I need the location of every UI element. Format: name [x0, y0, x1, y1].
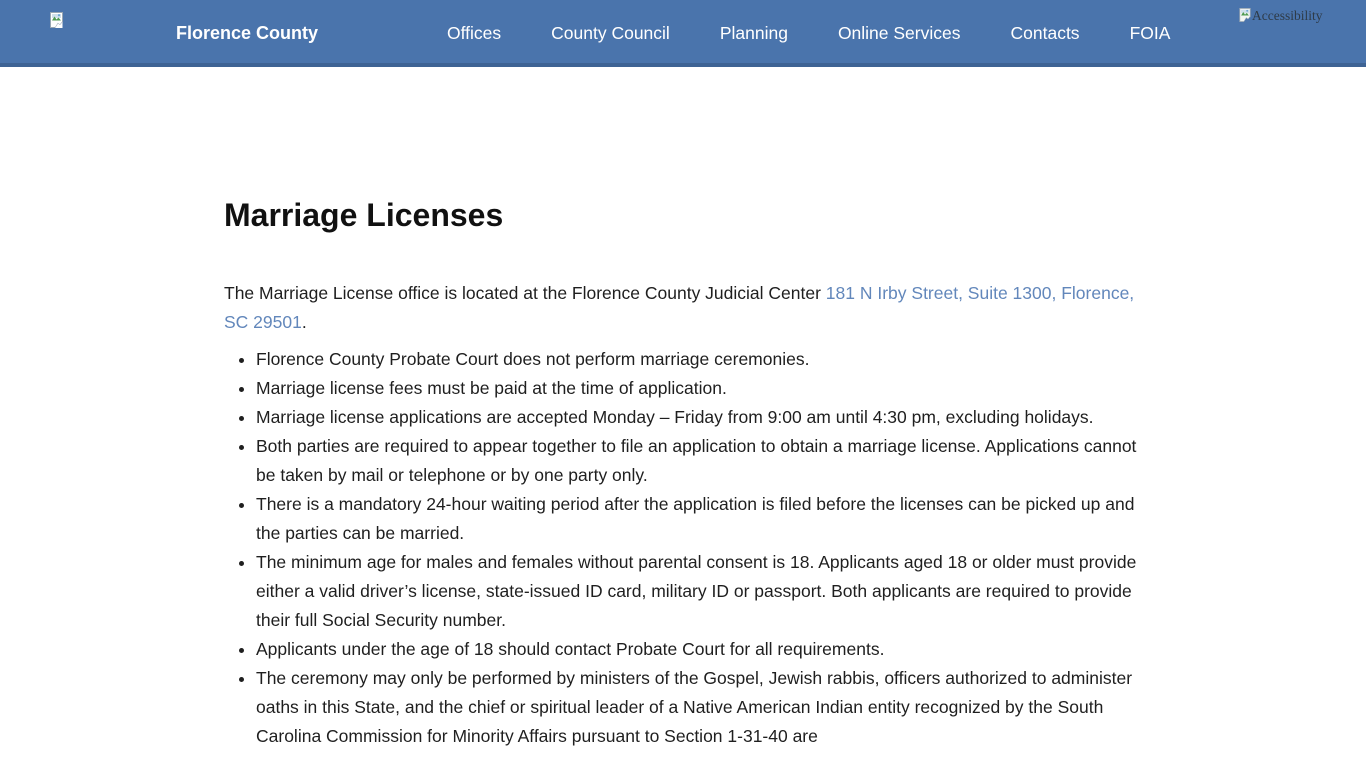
accessibility-broken-image-icon	[1239, 8, 1251, 25]
intro-paragraph	[224, 279, 1142, 336]
main-content	[224, 197, 1142, 751]
intro-text: The Marriage License office is located at the Florence County Judicial Center	[224, 283, 826, 303]
nav-link-county-council[interactable]: County Council	[551, 23, 670, 43]
list-item: • Both parties are required to appear together to file an application to obtain a marriage license. Applications cannot be taken by mail or telephone or by one party only.	[256, 432, 1142, 490]
brand-title: Florence County	[176, 23, 319, 43]
county-logo-broken-image-icon	[50, 12, 63, 33]
list-item: • Applicants under the age of 18 should contact Probate Court for all requirements.	[256, 635, 1142, 664]
accessibility-label: Accessibility	[1252, 8, 1323, 23]
address-link[interactable]: 181 N Irby Street, Suite 1300, Florence, SC 29501	[224, 283, 1135, 332]
info-list	[224, 345, 1142, 751]
list-item: • Marriage license applications are accepted Monday – Friday from 9:00 am until 4:30 pm, excluding holidays.	[256, 403, 1142, 432]
list-item: • The ceremony may only be performed by ministers of the Gospel, Jewish rabbis, officers authorized to administer oaths in this State, and the chief or spiritual leader of a Native American Indian entity recognized by the South Carolina Commission for Minority Affairs pursuant to Section 1-31-40 are	[256, 664, 1142, 751]
nav-link-foia[interactable]: FOIA	[1129, 23, 1171, 43]
top-navbar	[0, 0, 1366, 67]
list-item: • The minimum age for males and females without parental consent is 18. Applicants aged 18 or older must provide either a valid driver’s license, state-issued ID card, military ID or passport. Both applicants are required to provide their full Social Security number.	[256, 548, 1142, 635]
intro-text-end: .	[301, 311, 307, 332]
main-navigation	[447, 0, 1170, 67]
list-item: • There is a mandatory 24-hour waiting period after the application is filed before the licenses can be picked up and the parties can be married.	[256, 490, 1142, 548]
nav-link-online-services[interactable]: Online Services	[837, 23, 961, 43]
accessibility-link[interactable]	[1239, 8, 1323, 25]
list-item: • Florence County Probate Court does not perform marriage ceremonies.	[256, 345, 1142, 374]
list-item: • Marriage license fees must be paid at the time of application.	[256, 374, 1142, 403]
page-title: Marriage Licenses	[224, 197, 504, 233]
nav-link-contacts[interactable]: Contacts	[1010, 23, 1080, 43]
nav-link-planning[interactable]: Planning	[719, 23, 788, 43]
nav-link-offices[interactable]: Offices	[447, 23, 502, 43]
